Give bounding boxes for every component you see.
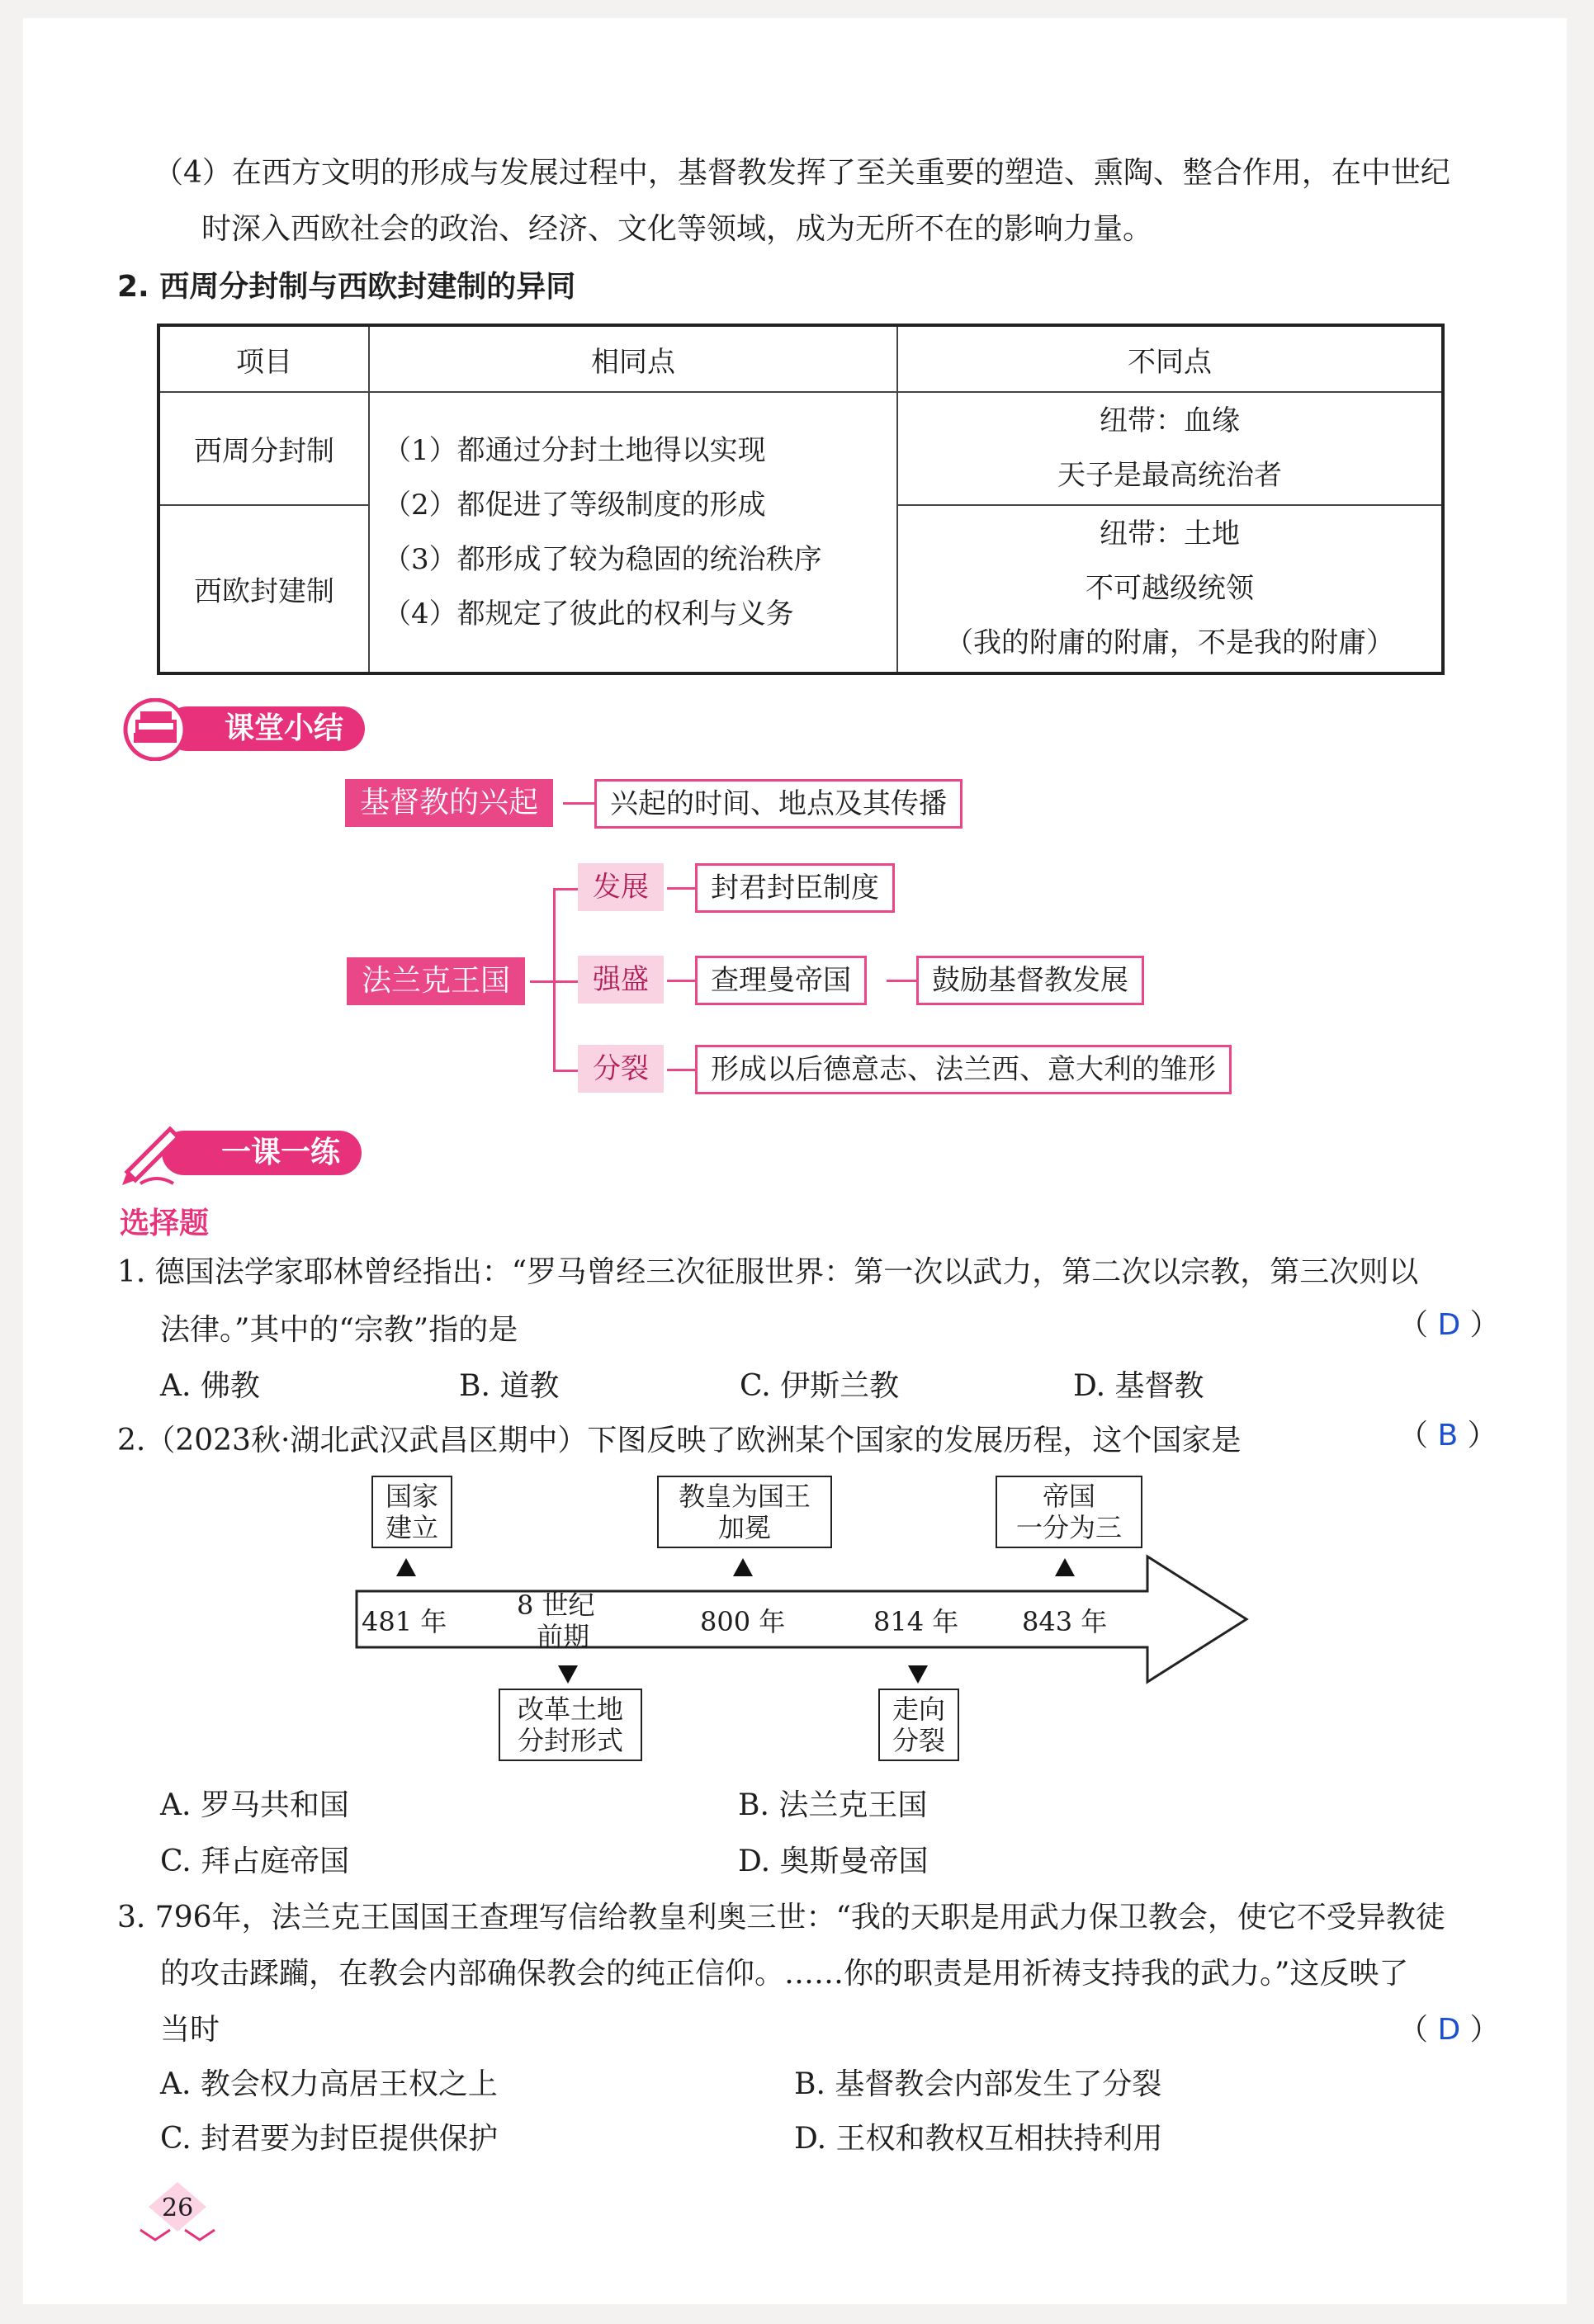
section-2-title: 2. 西周分封制与西欧封建制的异同 bbox=[117, 270, 576, 304]
connector bbox=[667, 887, 695, 890]
down-arrow-icon bbox=[558, 1665, 578, 1684]
timeline-arrow bbox=[355, 1553, 1255, 1687]
q3-option-c: C. 封君要为封臣提供保护 bbox=[160, 2122, 499, 2156]
timeline-event-text: 走向 bbox=[892, 1693, 945, 1725]
table-header: 相同点 bbox=[369, 325, 897, 392]
q3-option-a: A. 教会权力高居王权之上 bbox=[160, 2067, 498, 2101]
summary-section-header bbox=[165, 706, 365, 751]
connector bbox=[530, 980, 555, 983]
difference-line: 纽带：血缘 bbox=[1100, 404, 1240, 438]
timeline-event-box bbox=[657, 1476, 832, 1548]
page-number: 26 bbox=[162, 2194, 194, 2222]
timeline-event-text: 建立 bbox=[385, 1512, 438, 1543]
q3-option-d: D. 王权和教权互相扶持利用 bbox=[794, 2122, 1163, 2156]
question-3-line-2: 的攻击蹂躏，在教会内部确保教会的纯正信仰。……你的职责是用祈祷支持我的武力。”这反映了 bbox=[160, 1957, 1409, 1991]
table-row bbox=[158, 392, 1443, 505]
stage-detail: 鼓励基督教发展 bbox=[916, 956, 1144, 1005]
difference-line: （我的附庸的附庸，不是我的附庸） bbox=[945, 626, 1394, 660]
question-2-line-1: 2.（2023秋·湖北武汉武昌区期中）下图反映了欧洲某个国家的发展历程，这个国家是 bbox=[117, 1424, 1242, 1457]
timeline-year: 814 年 bbox=[873, 1606, 959, 1637]
timeline-event-box bbox=[499, 1689, 642, 1761]
common-points-cell bbox=[369, 392, 897, 673]
q2-option-c: C. 拜占庭帝国 bbox=[160, 1845, 350, 1878]
table-header-row bbox=[158, 325, 1443, 392]
q2-option-d: D. 奥斯曼帝国 bbox=[738, 1845, 929, 1878]
timeline-event-text: 改革土地 bbox=[517, 1693, 623, 1725]
frankish-kingdom-node: 法兰克王国 bbox=[347, 957, 525, 1005]
answer-q1: D bbox=[1437, 1308, 1461, 1342]
intro-line-1: （4）在西方文明的形成与发展过程中，基督教发挥了至关重要的塑造、熏陶、整合作用，在中世纪 bbox=[154, 156, 1450, 190]
q2-option-a: A. 罗马共和国 bbox=[160, 1788, 349, 1822]
timeline-year: 前期 bbox=[537, 1621, 590, 1652]
question-1-line-1: 1. 德国法学家耶林曾经指出：“罗马曾经三次征服世界：第一次以武力，第二次以宗教，第三次则以 bbox=[117, 1255, 1419, 1289]
timeline-year: 8 世纪 bbox=[517, 1589, 595, 1621]
up-arrow-icon bbox=[733, 1558, 753, 1576]
stage-detail: 形成以后德意志、法兰西、意大利的雏形 bbox=[695, 1045, 1232, 1094]
question-1-line-2: 法律。”其中的“宗教”指的是 bbox=[160, 1313, 518, 1347]
timeline-event-text: 分封形式 bbox=[517, 1725, 623, 1756]
answer-q3: D bbox=[1437, 2013, 1461, 2047]
christianity-rise-node: 基督教的兴起 bbox=[345, 779, 553, 827]
connector bbox=[667, 1069, 695, 1071]
connector bbox=[887, 980, 916, 982]
timeline-event-text: 国家 bbox=[385, 1481, 438, 1512]
common-point: （4）都规定了彼此的权利与义务 bbox=[383, 598, 794, 631]
timeline-event-text: 加冕 bbox=[717, 1512, 771, 1543]
stage-prosperity: 强盛 bbox=[578, 956, 664, 1004]
timeline-event-box bbox=[371, 1476, 452, 1548]
timeline-year: 800 年 bbox=[700, 1606, 786, 1637]
difference-cell bbox=[897, 392, 1443, 505]
down-arrow-icon bbox=[908, 1665, 928, 1684]
timeline-event-text: 一分为三 bbox=[1015, 1512, 1122, 1543]
difference-line: 不可越级统领 bbox=[1086, 572, 1254, 606]
common-point: （3）都形成了较为稳固的统治秩序 bbox=[383, 543, 822, 576]
table-item-cell: 西欧封建制 bbox=[158, 505, 369, 673]
answer-bracket: （ D ） bbox=[1398, 1308, 1500, 1342]
timeline-event-box bbox=[996, 1476, 1142, 1548]
timeline-event-text: 教皇为国王 bbox=[678, 1481, 811, 1512]
connector bbox=[553, 980, 578, 983]
question-3-line-1: 3. 796年，法兰克王国国王查理写信给教皇利奥三世：“我的天职是用武力保卫教会，使它不受异教徒 bbox=[117, 1901, 1445, 1934]
timeline-year: 843 年 bbox=[1022, 1606, 1108, 1637]
connector bbox=[553, 1070, 578, 1072]
q1-option-c: C. 伊斯兰教 bbox=[740, 1369, 900, 1403]
up-arrow-icon bbox=[396, 1558, 416, 1576]
common-point: （1）都通过分封土地得以实现 bbox=[383, 434, 766, 467]
stage-development: 发展 bbox=[578, 863, 664, 911]
common-point: （2）都促进了等级制度的形成 bbox=[383, 489, 766, 522]
timeline-year: 481 年 bbox=[362, 1606, 447, 1637]
connector bbox=[563, 802, 594, 805]
timeline-event-box bbox=[878, 1689, 959, 1761]
table-header: 项目 bbox=[158, 325, 369, 392]
intro-line-2: 时深入西欧社会的政治、经济、文化等领域，成为无所不在的影响力量。 bbox=[201, 212, 1153, 246]
up-arrow-icon bbox=[1055, 1558, 1075, 1576]
rise-detail-node: 兴起的时间、地点及其传播 bbox=[594, 779, 963, 829]
connector bbox=[667, 980, 695, 982]
q1-option-a: A. 佛教 bbox=[160, 1369, 260, 1403]
connector bbox=[553, 888, 556, 1071]
q1-option-b: B. 道教 bbox=[459, 1369, 560, 1403]
q2-option-b: B. 法兰克王国 bbox=[738, 1788, 928, 1822]
practice-title: 一课一练 bbox=[221, 1136, 341, 1169]
comparison-table bbox=[157, 324, 1445, 675]
table-item-cell: 西周分封制 bbox=[158, 392, 369, 505]
choice-questions-title: 选择题 bbox=[120, 1207, 210, 1240]
answer-bracket: （ B ） bbox=[1398, 1419, 1497, 1452]
timeline-event-text: 分裂 bbox=[892, 1725, 945, 1756]
difference-line: 天子是最高统治者 bbox=[1057, 459, 1282, 493]
pencil-icon bbox=[116, 1119, 190, 1187]
question-3-line-3: 当时 bbox=[160, 2013, 220, 2047]
connector bbox=[553, 888, 578, 890]
practice-section-header bbox=[162, 1131, 362, 1175]
table-header: 不同点 bbox=[897, 325, 1443, 392]
books-icon bbox=[116, 698, 195, 761]
summary-title: 课堂小结 bbox=[225, 711, 344, 745]
stage-division: 分裂 bbox=[578, 1045, 664, 1093]
stage-detail: 查理曼帝国 bbox=[695, 956, 867, 1005]
q3-option-b: B. 基督教会内部发生了分裂 bbox=[794, 2067, 1162, 2101]
difference-line: 纽带：土地 bbox=[1100, 517, 1240, 551]
difference-cell bbox=[897, 505, 1443, 673]
timeline-event-text: 帝国 bbox=[1042, 1481, 1095, 1512]
answer-bracket: （ D ） bbox=[1398, 2013, 1500, 2047]
stage-detail: 封君封臣制度 bbox=[695, 863, 895, 913]
q1-option-d: D. 基督教 bbox=[1073, 1369, 1204, 1403]
answer-q2: B bbox=[1437, 1419, 1459, 1452]
